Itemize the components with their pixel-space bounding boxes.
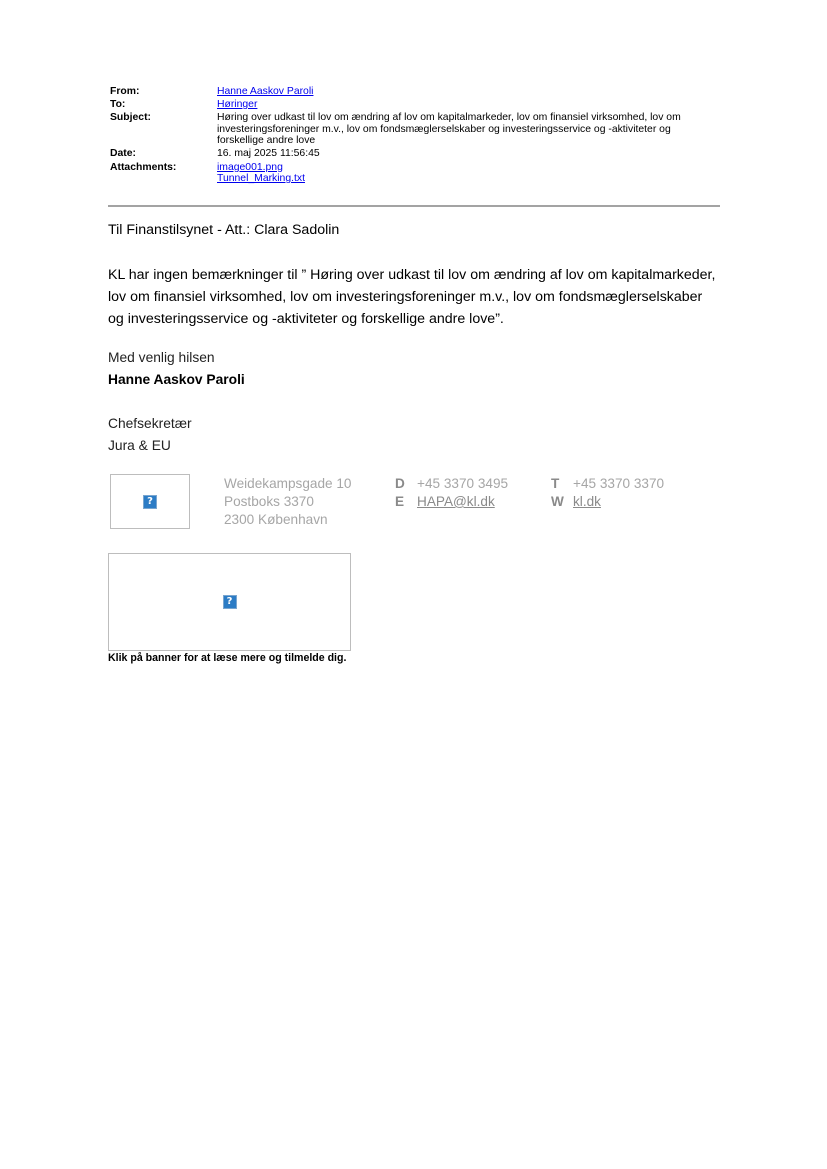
attachment-link-image[interactable]: image001.png [217,161,283,173]
direct-label: D [395,476,405,491]
contact-address [224,475,351,529]
website-link[interactable]: kl.dk [573,494,601,509]
from-link[interactable]: Hanne Aaskov Paroli [217,86,314,97]
web-label: W [551,494,564,509]
signature-name: Hanne Aaskov Paroli [108,372,245,387]
email-link[interactable]: HAPA@kl.dk [417,494,495,509]
direct-phone: +45 3370 3495 [417,476,509,491]
from-row [110,86,720,98]
banner-image[interactable] [108,553,351,651]
email-label: E [395,494,405,509]
address-line: Postboks 3370 [224,494,314,509]
broken-image-icon: ? [223,595,237,609]
to-link[interactable]: Høringer [217,99,258,111]
attachment-link-txt[interactable]: Tunnel_Marking.txt [217,173,305,185]
signature-title: Chefsekretær [108,416,192,431]
closing: Med venlig hilsen [108,350,215,365]
phone-label: T [551,476,560,491]
date-value: 16. maj 2025 11:56:45 [217,148,320,160]
greeting: Til Finanstilsynet - Att.: Clara Sadolin [108,222,340,238]
body-paragraph: KL har ingen bemærkninger til ” Høring over udkast til lov om ændring af lov om kapitalmarkeder, lov om finansiel virksomhed, lov om investeringsforeninger m.v., lov om fondsmæglerselskaber og investeringsservice og -aktiviteter og forskellige andre love”. [108,267,716,327]
date-label: Date: [110,148,136,160]
address-line: Weidekampsgade 10 [224,476,352,491]
attachments-label: Attachments: [110,161,177,173]
signature-department: Jura & EU [108,438,171,453]
header-divider [108,205,720,207]
address-line: 2300 København [224,512,328,527]
broken-image-icon: ? [143,495,157,509]
subject-label: Subject: [110,112,151,124]
subject-row [110,112,720,147]
general-phone: +45 3370 3370 [573,476,665,491]
contact-general [551,475,664,511]
contact-direct [395,475,508,511]
banner-caption: Klik på banner for at læse mere og tilmelde dig. [108,652,347,664]
date-row [110,148,720,160]
email-header [110,86,720,186]
from-label: From: [110,86,140,97]
attachments-row [110,162,720,185]
to-label: To: [110,99,126,111]
to-row [110,99,720,111]
logo-image [110,474,190,529]
subject-value: Høring over udkast til lov om ændring af lov om kapitalmarkeder, lov om finansiel virksomhed, lov om investeringsforeninger m.v., lov om fondsmæglerselskaber og investeringsservice og -aktiviteter og forskellige andre love [217,112,681,147]
